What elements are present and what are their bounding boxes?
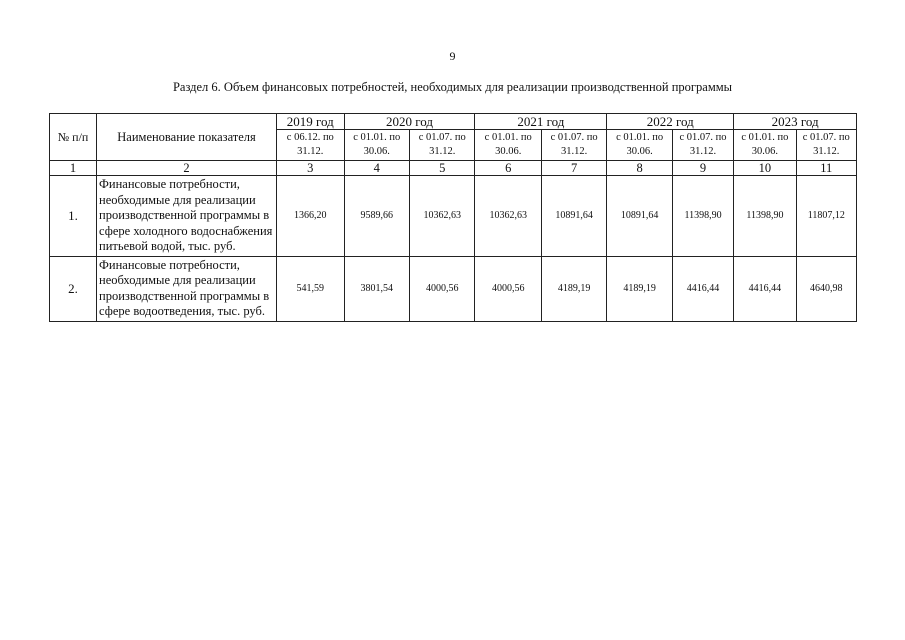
value-cell: 1366,20 <box>277 176 345 257</box>
header-period: с 01.01. по 30.06. <box>344 130 409 161</box>
header-period: с 01.01. по 30.06. <box>734 130 796 161</box>
header-year: 2019 год <box>277 114 345 130</box>
header-period: с 01.07. по 31.12. <box>796 130 856 161</box>
header-name: Наименование показателя <box>97 114 277 161</box>
column-number: 3 <box>277 161 345 176</box>
value-cell: 541,59 <box>277 256 345 321</box>
header-year: 2020 год <box>344 114 475 130</box>
value-cell: 11398,90 <box>672 176 733 257</box>
value-cell: 4416,44 <box>672 256 733 321</box>
header-period: с 01.07. по 31.12. <box>672 130 733 161</box>
row-number: 2. <box>50 256 97 321</box>
value-cell: 4189,19 <box>541 256 606 321</box>
header-year: 2022 год <box>607 114 734 130</box>
section-title: Раздел 6. Объем финансовых потребностей, необходимых для реализации производственной программы <box>172 80 733 94</box>
column-number: 11 <box>796 161 856 176</box>
column-number: 6 <box>475 161 541 176</box>
column-number-row <box>50 161 857 176</box>
column-number: 9 <box>672 161 733 176</box>
row-number: 1. <box>50 176 97 257</box>
value-cell: 9589,66 <box>344 176 409 257</box>
header-period: с 01.07. по 31.12. <box>541 130 606 161</box>
table-row <box>50 176 857 257</box>
value-cell: 10891,64 <box>541 176 606 257</box>
column-number: 1 <box>50 161 97 176</box>
row-name: Финансовые потребности, необходимые для реализации производственной программы в сфере водоотведения, тыс. руб. <box>97 256 277 321</box>
table-row <box>50 256 857 321</box>
value-cell: 10891,64 <box>607 176 672 257</box>
header-period: с 01.01. по 30.06. <box>475 130 541 161</box>
header-period: с 06.12. по 31.12. <box>277 130 345 161</box>
column-number: 8 <box>607 161 672 176</box>
header-year: 2021 год <box>475 114 607 130</box>
value-cell: 3801,54 <box>344 256 409 321</box>
value-cell: 4000,56 <box>475 256 541 321</box>
column-number: 4 <box>344 161 409 176</box>
value-cell: 10362,63 <box>475 176 541 257</box>
value-cell: 4000,56 <box>410 256 475 321</box>
value-cell: 4189,19 <box>607 256 672 321</box>
row-name: Финансовые потребности, необходимые для реализации производственной программы в сфере холодного водоснабжения питьевой водой, тыс. руб. <box>97 176 277 257</box>
column-number: 2 <box>97 161 277 176</box>
value-cell: 11398,90 <box>734 176 796 257</box>
value-cell: 10362,63 <box>410 176 475 257</box>
financial-needs-table <box>49 113 857 322</box>
column-number: 5 <box>410 161 475 176</box>
header-period: с 01.01. по 30.06. <box>607 130 672 161</box>
column-number: 7 <box>541 161 606 176</box>
value-cell: 4416,44 <box>734 256 796 321</box>
page-number: 9 <box>449 49 456 63</box>
header-year: 2023 год <box>734 114 857 130</box>
column-number: 10 <box>734 161 796 176</box>
header-number: № п/п <box>50 114 97 161</box>
header-period: с 01.07. по 31.12. <box>410 130 475 161</box>
value-cell: 4640,98 <box>796 256 856 321</box>
value-cell: 11807,12 <box>796 176 856 257</box>
